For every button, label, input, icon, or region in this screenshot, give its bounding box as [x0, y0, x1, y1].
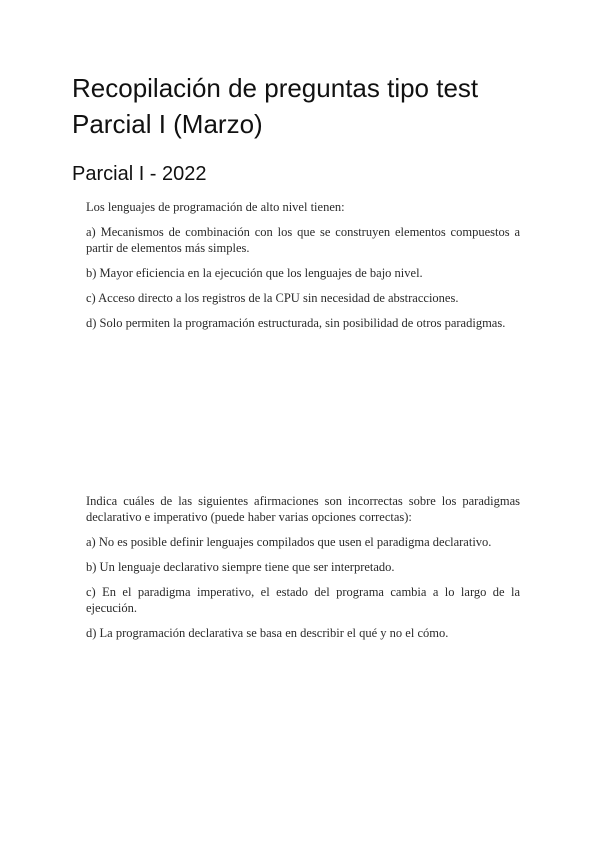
question-2 [86, 493, 520, 650]
question-stem: Indica cuáles de las siguientes afirmaciones son incorrectas sobre los paradigmas declarativo e imperativo (puede haber varias opciones correctas): [86, 494, 520, 524]
option-a: a) No es posible definir lenguajes compilados que usen el paradigma declarativo. [86, 535, 492, 549]
question-stem: Los lenguajes de programación de alto nivel tienen: [86, 200, 345, 214]
document-title [72, 70, 532, 142]
option-d: d) Solo permiten la programación estructurada, sin posibilidad de otros paradigmas. [86, 316, 506, 330]
section-heading: Parcial I - 2022 [72, 163, 207, 185]
option-d: d) La programación declarativa se basa en describir el qué y no el cómo. [86, 626, 449, 640]
option-c: c) En el paradigma imperativo, el estado del programa cambia a lo largo de la ejecución. [86, 585, 520, 615]
question-1 [86, 199, 520, 340]
document-title-line-2: Parcial I (Marzo) [72, 109, 263, 139]
option-c: c) Acceso directo a los registros de la CPU sin necesidad de abstracciones. [86, 291, 459, 305]
option-b: b) Un lenguaje declarativo siempre tiene que ser interpretado. [86, 560, 395, 574]
option-a: a) Mecanismos de combinación con los que se construyen elementos compuestos a partir de elementos más simples. [86, 225, 520, 255]
option-b: b) Mayor eficiencia en la ejecución que los lenguajes de bajo nivel. [86, 266, 423, 280]
document-title-line-1: Recopilación de preguntas tipo test [72, 73, 479, 103]
